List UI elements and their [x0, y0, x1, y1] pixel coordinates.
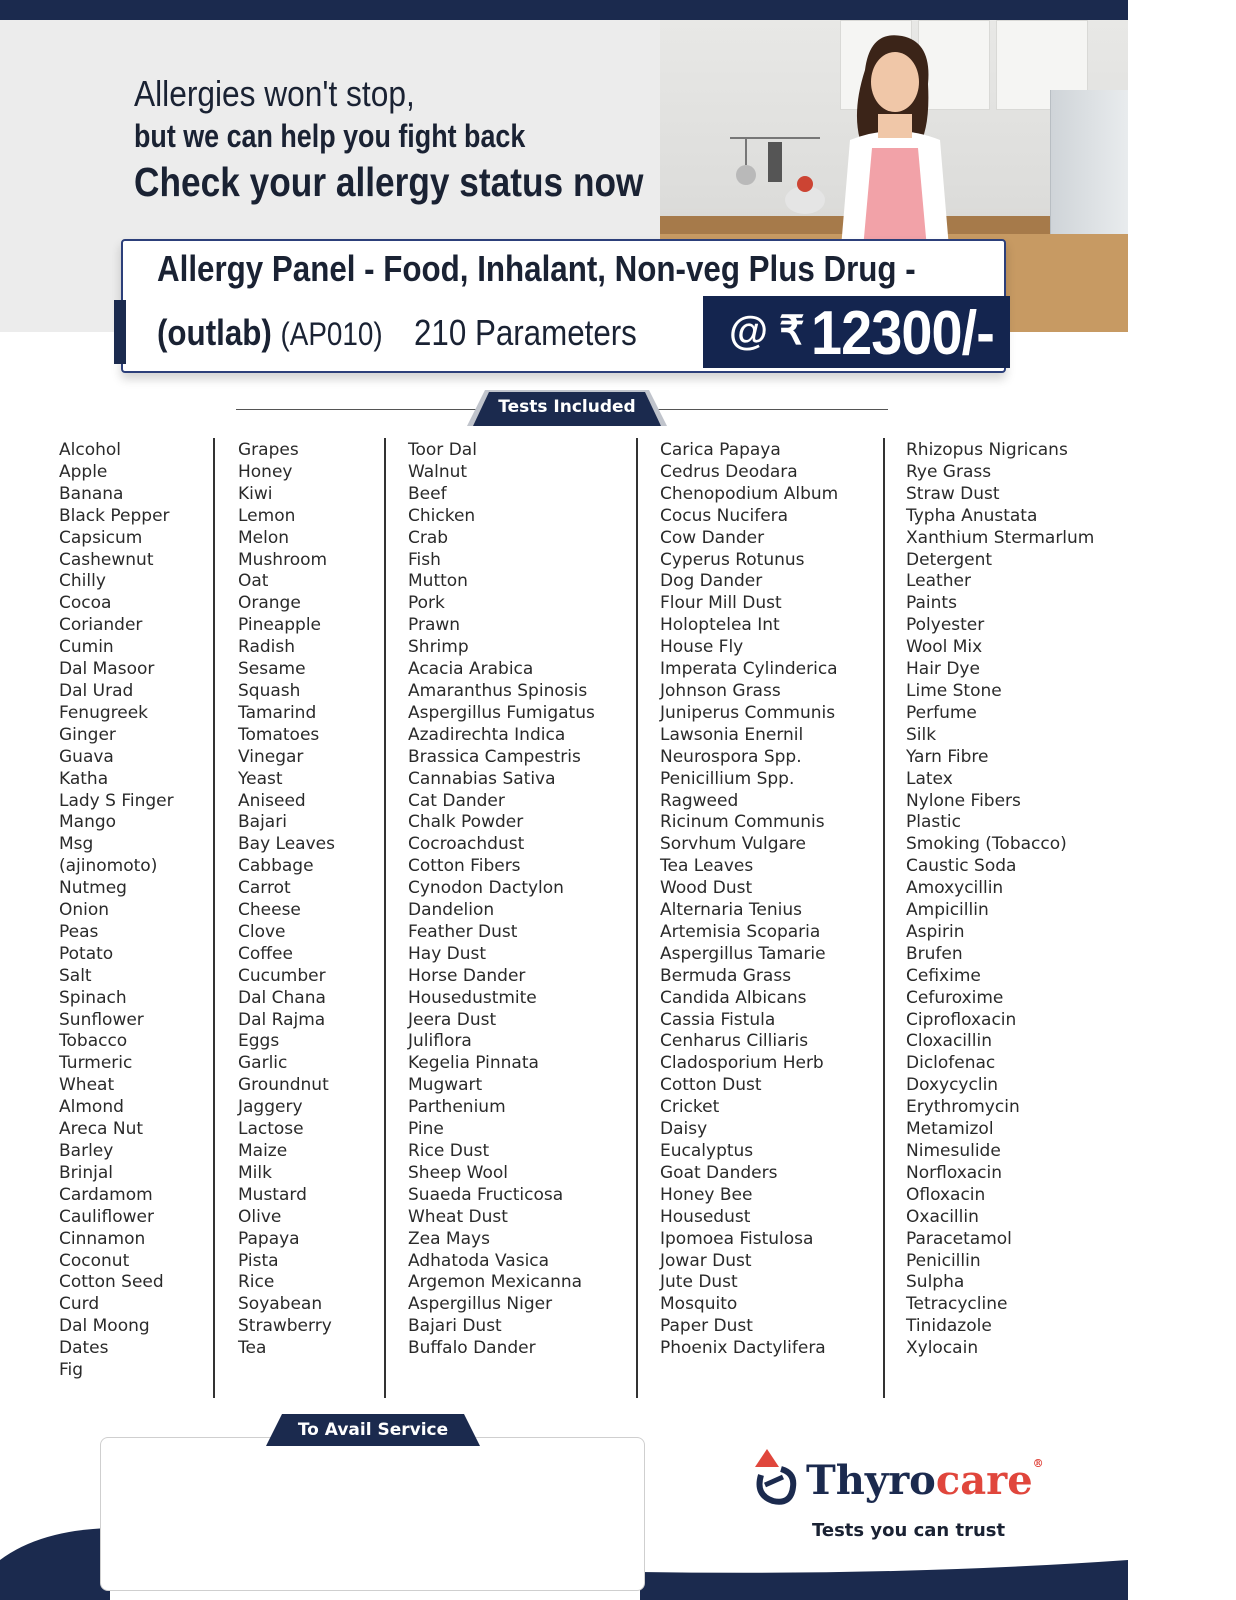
test-item: Bermuda Grass: [660, 965, 792, 986]
test-item: Potato: [59, 943, 114, 964]
test-item: Cashewnut: [59, 549, 154, 570]
test-item: Dal Rajma: [238, 1009, 326, 1030]
test-item: Juniperus Communis: [660, 702, 836, 723]
test-item: Cassia Fistula: [660, 1009, 776, 1030]
test-item: Turmeric: [59, 1053, 133, 1074]
test-item: Honey: [238, 461, 293, 482]
test-item: Cladosporium Herb: [660, 1053, 824, 1074]
test-item: Nimesulide: [906, 1141, 1001, 1161]
test-item: Lady S Finger: [59, 790, 174, 811]
panel-title: Allergy Panel - Food, Inhalant, Non-veg Plus Drug -: [157, 248, 916, 289]
test-item: Tea: [238, 1338, 267, 1359]
test-item: Pista: [238, 1250, 279, 1271]
test-item: Cheese: [238, 900, 301, 921]
test-item: Wool Mix: [906, 637, 983, 658]
test-item: Ragweed: [660, 790, 739, 811]
test-item: Cocus Nucifera: [660, 505, 789, 526]
test-item: Chilly: [59, 571, 106, 592]
test-item: Yarn Fibre: [906, 746, 989, 767]
test-item: Oxacillin: [906, 1206, 979, 1227]
headline-line-3: Check your allergy status now: [134, 159, 644, 205]
test-item: Ipomoea Fistulosa: [660, 1228, 814, 1249]
test-item: Maize: [238, 1141, 288, 1161]
test-item: Amoxycillin: [906, 878, 1004, 899]
test-item: Wheat: [59, 1075, 115, 1096]
test-item: Aspirin: [906, 921, 965, 942]
column-divider: [636, 438, 638, 1398]
test-item: Fish: [408, 549, 441, 570]
test-item: Polyester: [906, 615, 985, 636]
test-item: Radish: [238, 637, 296, 658]
test-item: Melon: [238, 527, 290, 548]
test-item: Xylocain: [906, 1338, 979, 1359]
test-item: Soyabean: [238, 1294, 323, 1315]
test-item: Dog Dander: [660, 571, 763, 592]
test-item: Tobacco: [59, 1031, 128, 1052]
test-item: Housedustmite: [408, 987, 537, 1008]
test-item: Rye Grass: [906, 461, 992, 482]
test-item: Brufen: [906, 943, 963, 964]
hero-headline: [134, 72, 726, 208]
test-item: Oat: [238, 571, 269, 592]
test-item: Goat Danders: [660, 1162, 778, 1183]
test-item: Cloxacillin: [906, 1031, 992, 1052]
test-item: Typha Anustata: [906, 505, 1038, 526]
test-item: Buffalo Dander: [408, 1338, 536, 1359]
test-item: Rice Dust: [408, 1141, 490, 1161]
test-item: Nutmeg: [59, 878, 127, 899]
panel-code: (AP010): [280, 316, 383, 352]
test-item: Carrot: [238, 878, 291, 899]
test-item: Dal Moong: [59, 1316, 150, 1337]
test-item: Pineapple: [238, 615, 322, 636]
test-item: Strawberry: [238, 1316, 332, 1337]
test-item: Parthenium: [408, 1097, 506, 1118]
test-item: Banana: [59, 483, 124, 504]
test-item: Carica Papaya: [660, 440, 781, 460]
test-item: Penicillium Spp.: [660, 768, 795, 789]
test-item: Cinnamon: [59, 1228, 146, 1249]
test-item: Grapes: [238, 440, 299, 460]
test-item: Paper Dust: [660, 1316, 753, 1337]
test-item: Amaranthus Spinosis: [408, 680, 588, 701]
test-item: Juliflora: [408, 1031, 472, 1052]
test-item: Jeera Dust: [408, 1009, 497, 1030]
test-item: Holoptelea Int: [660, 615, 780, 636]
column-divider: [883, 438, 885, 1398]
test-item: Perfume: [906, 702, 977, 723]
test-item: Aspergillus Tamarie: [660, 943, 826, 964]
test-item: Prawn: [408, 615, 461, 636]
test-item: Kiwi: [238, 483, 273, 504]
test-item: Mustard: [238, 1184, 307, 1205]
test-item: Coffee: [238, 943, 293, 964]
tests-included-label: Tests Included: [498, 397, 636, 417]
test-item: Erythromycin: [906, 1097, 1020, 1118]
thyrocare-logo-icon: [751, 1447, 797, 1507]
kitchen-utensils-illustration: [720, 130, 830, 220]
test-item: Barley: [59, 1141, 114, 1161]
test-item: Cedrus Deodara: [660, 461, 798, 482]
test-item: Straw Dust: [906, 483, 1000, 504]
panel-details: [157, 312, 637, 354]
test-item: Pork: [408, 593, 445, 614]
tests-column-2: [238, 440, 335, 1360]
test-item: Cat Dander: [408, 790, 505, 811]
test-item: Black Pepper: [59, 505, 170, 526]
test-item: Bajari: [238, 812, 287, 833]
test-item: Caustic Soda: [906, 856, 1017, 877]
test-item: Feather Dust: [408, 921, 518, 942]
test-item: Honey Bee: [660, 1184, 753, 1205]
test-item: Crab: [408, 527, 449, 548]
test-item: Sulpha: [906, 1272, 965, 1293]
test-item: Cow Dander: [660, 527, 765, 548]
woman-cooking-illustration: [810, 30, 970, 260]
test-item: Beef: [408, 483, 447, 504]
test-item: House Fly: [660, 637, 744, 658]
test-item: Bay Leaves: [238, 834, 335, 855]
test-item: Milk: [238, 1162, 272, 1183]
test-item: Mutton: [408, 571, 468, 592]
test-item: Brinjal: [59, 1162, 114, 1183]
test-item: Toor Dal: [408, 440, 477, 460]
test-item: Xanthium Stermarlum: [906, 527, 1095, 548]
test-item: Cefuroxime: [906, 987, 1004, 1008]
registered-mark: ®: [1032, 1457, 1044, 1470]
panel-accent-bar: [114, 300, 126, 364]
test-item: Jaggery: [238, 1097, 303, 1118]
tests-column-1: [59, 440, 174, 1382]
test-item: Fenugreek: [59, 702, 149, 723]
thyrocare-wordmark: [806, 1457, 1044, 1504]
avail-service-label: To Avail Service: [297, 1420, 449, 1440]
test-item: Tamarind: [238, 702, 317, 723]
test-item: Flour Mill Dust: [660, 593, 782, 614]
test-item: Imperata Cylinderica: [660, 659, 838, 680]
test-item: Leather: [906, 571, 971, 592]
test-item: Sheep Wool: [408, 1162, 509, 1183]
test-item: Kegelia Pinnata: [408, 1053, 539, 1074]
test-item: Detergent: [906, 549, 993, 570]
test-item: Dal Chana: [238, 987, 326, 1008]
test-item: Mosquito: [660, 1294, 738, 1315]
test-item: Curd: [59, 1294, 100, 1315]
test-item: Azadirechta Indica: [408, 724, 566, 745]
test-item: Clove: [238, 921, 286, 942]
test-item: Penicillin: [906, 1250, 981, 1271]
price-value: 12300/-: [811, 299, 994, 368]
test-item: Groundnut: [238, 1075, 329, 1096]
test-item: Ciprofloxacin: [906, 1009, 1017, 1030]
test-item: Norfloxacin: [906, 1162, 1003, 1183]
test-item: Olive: [238, 1206, 282, 1227]
test-item: Cocoa: [59, 593, 112, 614]
test-item: Spinach: [59, 987, 127, 1008]
test-item: Mugwart: [408, 1075, 483, 1096]
test-item: Cyperus Rotunus: [660, 549, 805, 570]
test-item: Yeast: [238, 768, 283, 789]
test-item: Silk: [906, 724, 937, 745]
test-item: Eucalyptus: [660, 1141, 754, 1161]
avail-service-box: [100, 1437, 645, 1591]
test-item: Cynodon Dactylon: [408, 878, 564, 899]
test-item: Rice: [238, 1272, 275, 1293]
test-item: Chenopodium Album: [660, 483, 839, 504]
test-item: Peas: [59, 921, 99, 942]
test-item: Katha: [59, 768, 109, 789]
test-item: Lime Stone: [906, 680, 1002, 701]
test-item: Cannabias Sativa: [408, 768, 556, 789]
test-item: Plastic: [906, 812, 961, 833]
test-item: Eggs: [238, 1031, 280, 1052]
test-item: Cabbage: [238, 856, 314, 877]
test-item: Zea Mays: [408, 1228, 490, 1249]
test-item: Cumin: [59, 637, 114, 658]
test-item: Cenharus Cilliaris: [660, 1031, 809, 1052]
test-item: Dal Masoor: [59, 659, 155, 680]
tests-column-5: [906, 440, 1094, 1360]
test-item: Rhizopus Nigricans: [906, 440, 1068, 460]
test-item: Daisy: [660, 1119, 708, 1140]
test-item: Pine: [408, 1119, 444, 1140]
test-item: Neurospora Spp.: [660, 746, 802, 767]
test-item: Candida Albicans: [660, 987, 807, 1008]
test-item: Wheat Dust: [408, 1206, 508, 1227]
test-item: Suaeda Fructicosa: [408, 1184, 564, 1205]
panel-outlab: (outlab): [157, 312, 272, 353]
test-item: Tea Leaves: [660, 856, 754, 877]
test-item: Ampicillin: [906, 900, 989, 921]
test-item: Almond: [59, 1097, 124, 1118]
test-item: Paracetamol: [906, 1228, 1012, 1249]
test-item: Cucumber: [238, 965, 326, 986]
test-item: Hay Dust: [408, 943, 487, 964]
test-item: Brassica Campestris: [408, 746, 581, 767]
test-item: Capsicum: [59, 527, 143, 548]
test-item: Acacia Arabica: [408, 659, 534, 680]
test-item: Cardamom: [59, 1184, 153, 1205]
test-item: Cocroachdust: [408, 834, 525, 855]
test-item: Metamizol: [906, 1119, 994, 1140]
test-item: Chicken: [408, 505, 476, 526]
test-item: Cefixime: [906, 965, 981, 986]
test-item: Sunflower: [59, 1009, 144, 1030]
test-item: Tinidazole: [906, 1316, 992, 1337]
headline-line-1: Allergies won't stop,: [134, 73, 415, 114]
test-item: Alternaria Tenius: [660, 900, 802, 921]
test-item: Bajari Dust: [408, 1316, 502, 1337]
test-item: Dates: [59, 1338, 109, 1359]
test-item: Jowar Dust: [660, 1250, 752, 1271]
test-item: Msg: [59, 834, 94, 855]
test-item: Squash: [238, 680, 301, 701]
test-item: Lemon: [238, 505, 296, 526]
test-item: Walnut: [408, 461, 468, 482]
test-item: Aspergillus Niger: [408, 1294, 553, 1315]
test-item: Coconut: [59, 1250, 130, 1271]
test-item: Garlic: [238, 1053, 288, 1074]
test-item: Lawsonia Enernil: [660, 724, 804, 745]
price-prefix: @ ₹: [729, 309, 805, 353]
test-item: Ginger: [59, 724, 116, 745]
test-item: Dandelion: [408, 900, 495, 921]
top-bar: [0, 0, 1128, 20]
test-item: Orange: [238, 593, 301, 614]
test-item: Adhatoda Vasica: [408, 1250, 550, 1271]
test-item: Onion: [59, 900, 110, 921]
test-item: Wood Dust: [660, 878, 753, 899]
test-item: Apple: [59, 461, 108, 482]
test-item: Papaya: [238, 1228, 300, 1249]
test-item: Ofloxacin: [906, 1184, 986, 1205]
test-item: Fig: [59, 1360, 84, 1381]
test-item: (ajinomoto): [59, 856, 158, 877]
brand-tagline: Tests you can trust: [812, 1520, 1006, 1541]
test-item: Sorvhum Vulgare: [660, 834, 807, 855]
test-item: Artemisia Scoparia: [660, 921, 821, 942]
test-item: Ricinum Communis: [660, 812, 825, 833]
test-item: Horse Dander: [408, 965, 526, 986]
test-item: Argemon Mexicanna: [408, 1272, 583, 1293]
test-item: Coriander: [59, 615, 143, 636]
test-item: Salt: [59, 965, 92, 986]
headline-line-2: but we can help you fight back: [134, 118, 526, 154]
test-item: Phoenix Dactylifera: [660, 1338, 826, 1359]
test-item: Alcohol: [59, 440, 121, 460]
test-item: Hair Dye: [906, 659, 980, 680]
column-divider: [384, 438, 386, 1398]
price-box: [703, 296, 1010, 368]
test-item: Latex: [906, 768, 953, 789]
test-item: Tetracycline: [906, 1294, 1008, 1315]
test-item: Housedust: [660, 1206, 751, 1227]
test-item: Sesame: [238, 659, 306, 680]
panel-parameters: 210 Parameters: [413, 312, 637, 353]
test-item: Dal Urad: [59, 680, 134, 701]
test-item: Doxycyclin: [906, 1075, 999, 1096]
brand-name-part1: Thyro: [806, 1457, 936, 1504]
tests-column-4: [660, 440, 838, 1360]
test-item: Tomatoes: [238, 724, 320, 745]
tests-column-3: [408, 440, 595, 1360]
test-item: Cricket: [660, 1097, 720, 1118]
brand-name-part2: care: [935, 1457, 1033, 1504]
test-item: Mango: [59, 812, 117, 833]
test-item: Cauliflower: [59, 1206, 154, 1227]
test-item: Nylone Fibers: [906, 790, 1021, 811]
test-item: Chalk Powder: [408, 812, 524, 833]
test-item: Shrimp: [408, 637, 469, 658]
test-item: Smoking (Tobacco): [906, 834, 1067, 855]
test-item: Paints: [906, 593, 957, 614]
test-item: Cotton Fibers: [408, 856, 521, 877]
test-item: Jute Dust: [660, 1272, 738, 1293]
test-item: Johnson Grass: [660, 680, 781, 701]
test-item: Mushroom: [238, 549, 328, 570]
test-item: Cotton Seed: [59, 1272, 164, 1293]
test-item: Aspergillus Fumigatus: [408, 702, 595, 723]
test-item: Vinegar: [238, 746, 304, 767]
test-item: Areca Nut: [59, 1119, 144, 1140]
test-item: Guava: [59, 746, 114, 767]
test-item: Lactose: [238, 1119, 304, 1140]
test-item: Aniseed: [238, 790, 306, 811]
test-item: Cotton Dust: [660, 1075, 762, 1096]
column-divider: [213, 438, 215, 1398]
test-item: Diclofenac: [906, 1053, 996, 1074]
